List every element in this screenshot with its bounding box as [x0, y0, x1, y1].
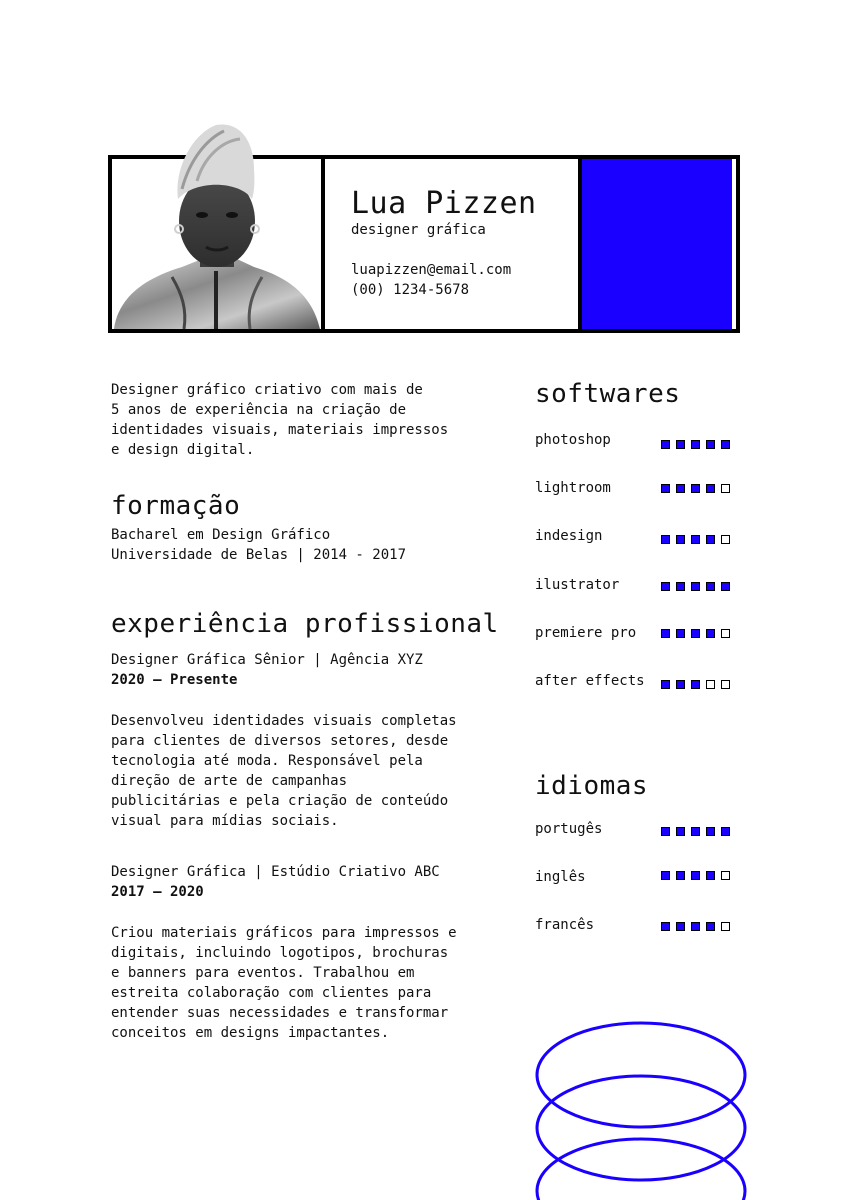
rating-dot-filled	[676, 871, 685, 880]
education-school: Universidade de Belas | 2014 - 2017	[111, 547, 407, 563]
experience-heading: experiência profissional	[111, 609, 499, 639]
rating-dot-filled	[676, 922, 685, 931]
rating-dot-filled	[661, 922, 670, 931]
rating-dot-filled	[706, 871, 715, 880]
rating-label: indesign	[535, 528, 603, 544]
rating-dot-filled	[676, 827, 685, 836]
summary-text: Designer gráfico criativo com mais de 5 anos de experiência na criação de identidades visuais, materiais impressos e design digital.	[111, 382, 449, 458]
rating-dot-filled	[661, 484, 670, 493]
rating-dot-filled	[706, 629, 715, 638]
rating-dots	[661, 871, 730, 880]
rating-dot-filled	[676, 629, 685, 638]
job-period: 2017 – 2020	[111, 884, 204, 900]
rating-dot-filled	[706, 535, 715, 544]
rating-label: premiere pro	[535, 625, 637, 641]
rating-dot-filled	[691, 922, 700, 931]
rating-dots	[661, 582, 730, 591]
rating-dot-empty	[721, 484, 730, 493]
rating-dot-filled	[661, 440, 670, 449]
rating-dot-filled	[706, 484, 715, 493]
rating-dot-filled	[706, 922, 715, 931]
rating-dots	[661, 629, 730, 638]
rating-dot-filled	[676, 680, 685, 689]
rating-dots	[661, 484, 730, 493]
rating-dot-filled	[691, 680, 700, 689]
rating-dot-empty	[721, 871, 730, 880]
job-description: Criou materiais gráficos para impressos e digitais, incluindo logotipos, brochuras e banners para eventos. Trabalhou em estreita colaboração com clientes para entender suas necessidades e transformar conceitos em designs impactantes.	[111, 925, 457, 1041]
rating-dot-filled	[706, 827, 715, 836]
rating-dot-empty	[721, 680, 730, 689]
rating-dot-filled	[706, 582, 715, 591]
rating-label: after effects	[535, 673, 645, 689]
rating-dot-filled	[661, 582, 670, 591]
rating-dot-filled	[676, 582, 685, 591]
accent-block	[582, 159, 732, 329]
languages-heading: idiomas	[535, 771, 649, 801]
profile-photo	[112, 159, 321, 329]
rating-dots	[661, 922, 730, 931]
rating-dot-filled	[691, 871, 700, 880]
rating-dot-filled	[676, 484, 685, 493]
rating-dot-filled	[691, 582, 700, 591]
rating-dot-filled	[691, 827, 700, 836]
rating-dots	[661, 827, 730, 836]
job-period: 2020 – Presente	[111, 672, 238, 688]
rating-dot-filled	[661, 871, 670, 880]
rating-dot-filled	[706, 440, 715, 449]
job-description: Desenvolveu identidades visuais completas para clientes de diversos setores, desde tecnologia até moda. Responsável pela direção de arte de campanhas publicitárias e pela criação de conteúdo visual para mídias sociais.	[111, 713, 457, 829]
rating-dot-filled	[661, 827, 670, 836]
rating-dot-filled	[661, 535, 670, 544]
rating-dot-filled	[676, 535, 685, 544]
rating-dots	[661, 680, 730, 689]
decorative-rings-icon	[530, 1015, 750, 1200]
phone-number[interactable]: (00) 1234-5678	[351, 282, 470, 298]
rating-dot-empty	[706, 680, 715, 689]
rating-dot-filled	[691, 440, 700, 449]
rating-dot-empty	[721, 629, 730, 638]
education-degree: Bacharel em Design Gráfico	[111, 527, 331, 543]
rating-dot-empty	[721, 535, 730, 544]
person-name: Lua Pizzen	[351, 186, 537, 221]
email-address[interactable]: luapizzen@email.com	[351, 262, 512, 278]
rating-dots	[661, 440, 730, 449]
rating-dot-filled	[661, 680, 670, 689]
rating-label: francês	[535, 917, 595, 933]
rating-label: portugês	[535, 821, 603, 837]
rating-dot-empty	[721, 922, 730, 931]
softwares-heading: softwares	[535, 379, 681, 409]
rating-label: ilustrator	[535, 577, 620, 593]
rating-dot-filled	[721, 582, 730, 591]
rating-dot-filled	[691, 484, 700, 493]
job-title: Designer Gráfica Sênior | Agência XYZ	[111, 652, 423, 668]
education-heading: formação	[111, 491, 241, 521]
job-role: designer gráfica	[351, 222, 486, 238]
rating-dot-filled	[691, 535, 700, 544]
rating-dots	[661, 535, 730, 544]
rating-dot-filled	[676, 440, 685, 449]
rating-label: inglês	[535, 869, 586, 885]
header-divider	[321, 155, 325, 333]
rating-label: photoshop	[535, 432, 611, 448]
rating-dot-filled	[721, 440, 730, 449]
rating-dot-filled	[721, 827, 730, 836]
rating-label: lightroom	[535, 480, 611, 496]
rating-dot-filled	[691, 629, 700, 638]
rating-dot-filled	[661, 629, 670, 638]
job-title: Designer Gráfica | Estúdio Criativo ABC	[111, 864, 440, 880]
